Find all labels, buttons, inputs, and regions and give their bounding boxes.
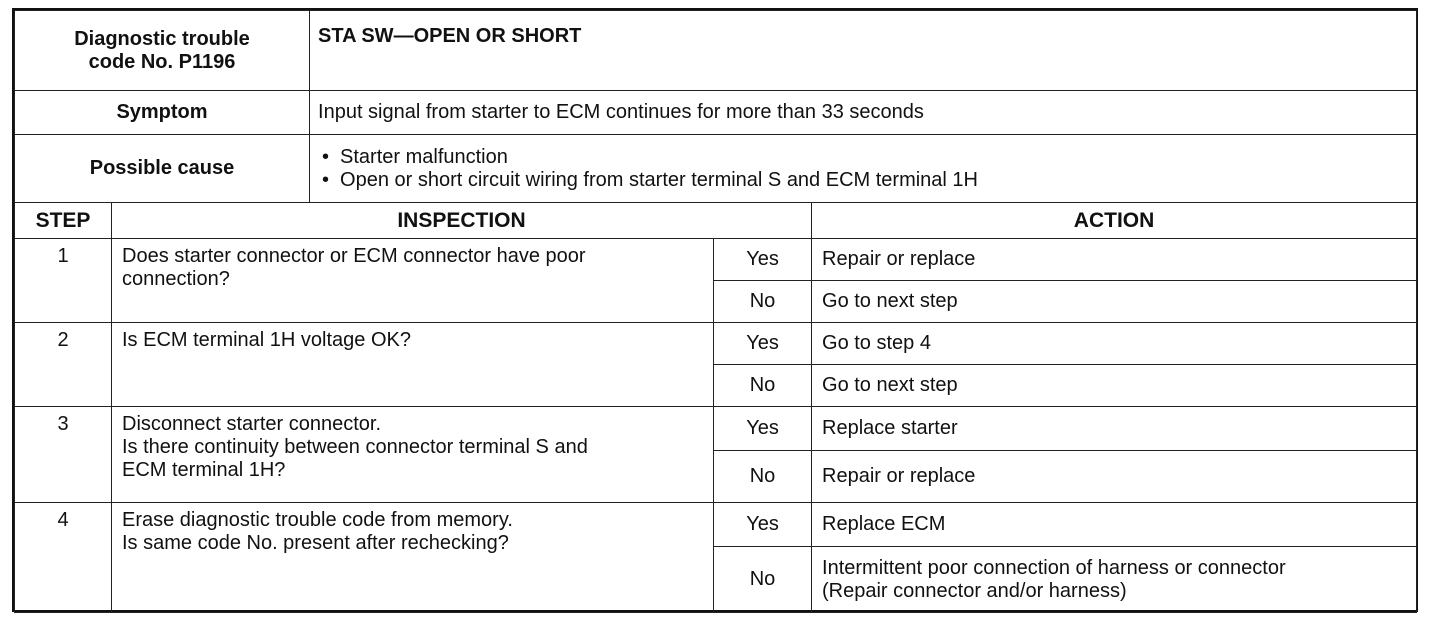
cause-list-cell <box>310 135 1417 203</box>
yes-action: Repair or replace <box>812 239 1417 281</box>
yes-label: Yes <box>714 323 812 365</box>
cause-item: • Open or short circuit wiring from starter terminal S and ECM terminal 1H <box>322 168 978 191</box>
inspection-text: Erase diagnostic trouble code from memory. Is same code No. present after rechecking? <box>112 503 714 613</box>
diagnostic-table <box>14 10 1417 613</box>
yes-label: Yes <box>714 407 812 451</box>
diagnostic-table-frame <box>12 8 1418 612</box>
table-row <box>15 323 1417 365</box>
no-label: No <box>714 451 812 503</box>
code-label-cell <box>15 11 310 91</box>
step-number: 4 <box>15 503 112 613</box>
no-action: Go to next step <box>812 365 1417 407</box>
header-row-cause <box>15 135 1417 203</box>
cause-list <box>318 146 1408 192</box>
column-header-row <box>15 203 1417 239</box>
step-number: 1 <box>15 239 112 323</box>
step-number: 2 <box>15 323 112 407</box>
col-step: STEP <box>15 203 112 239</box>
step-number: 3 <box>15 407 112 503</box>
symptom-text: Input signal from starter to ECM continues for more than 33 seconds <box>310 91 1417 135</box>
inspection-text: Does starter connector or ECM connector have poor connection? <box>112 239 714 323</box>
no-action: Go to next step <box>812 281 1417 323</box>
yes-label: Yes <box>714 503 812 547</box>
yes-label: Yes <box>714 239 812 281</box>
yes-action: Go to step 4 <box>812 323 1417 365</box>
header-row-symptom <box>15 91 1417 135</box>
table-row <box>15 503 1417 547</box>
no-label: No <box>714 365 812 407</box>
bullet-icon: • <box>322 145 330 168</box>
yes-action: Replace ECM <box>812 503 1417 547</box>
col-action: ACTION <box>812 203 1417 239</box>
cause-item: • Starter malfunction <box>322 145 508 168</box>
yes-action: Replace starter <box>812 407 1417 451</box>
symptom-label: Symptom <box>15 91 310 135</box>
cause-label: Possible cause <box>15 135 310 203</box>
header-row-code <box>15 11 1417 91</box>
no-action: Repair or replace <box>812 451 1417 503</box>
inspection-text: Disconnect starter connector. Is there continuity between connector terminal S and ECM terminal 1H? <box>112 407 714 503</box>
code-title: STA SW—OPEN OR SHORT <box>318 25 582 47</box>
code-label-line1: Diagnostic trouble <box>74 27 250 50</box>
no-label: No <box>714 547 812 613</box>
col-inspection: INSPECTION <box>112 203 812 239</box>
code-label-line2: code No. P1196 <box>88 50 236 73</box>
table-row <box>15 239 1417 281</box>
no-action: Intermittent poor connection of harness or connector (Repair connector and/or harness) <box>812 547 1417 613</box>
table-row <box>15 407 1417 451</box>
inspection-text: Is ECM terminal 1H voltage OK? <box>112 323 714 407</box>
no-label: No <box>714 281 812 323</box>
code-title-cell <box>310 11 1417 91</box>
bullet-icon: • <box>322 168 330 191</box>
